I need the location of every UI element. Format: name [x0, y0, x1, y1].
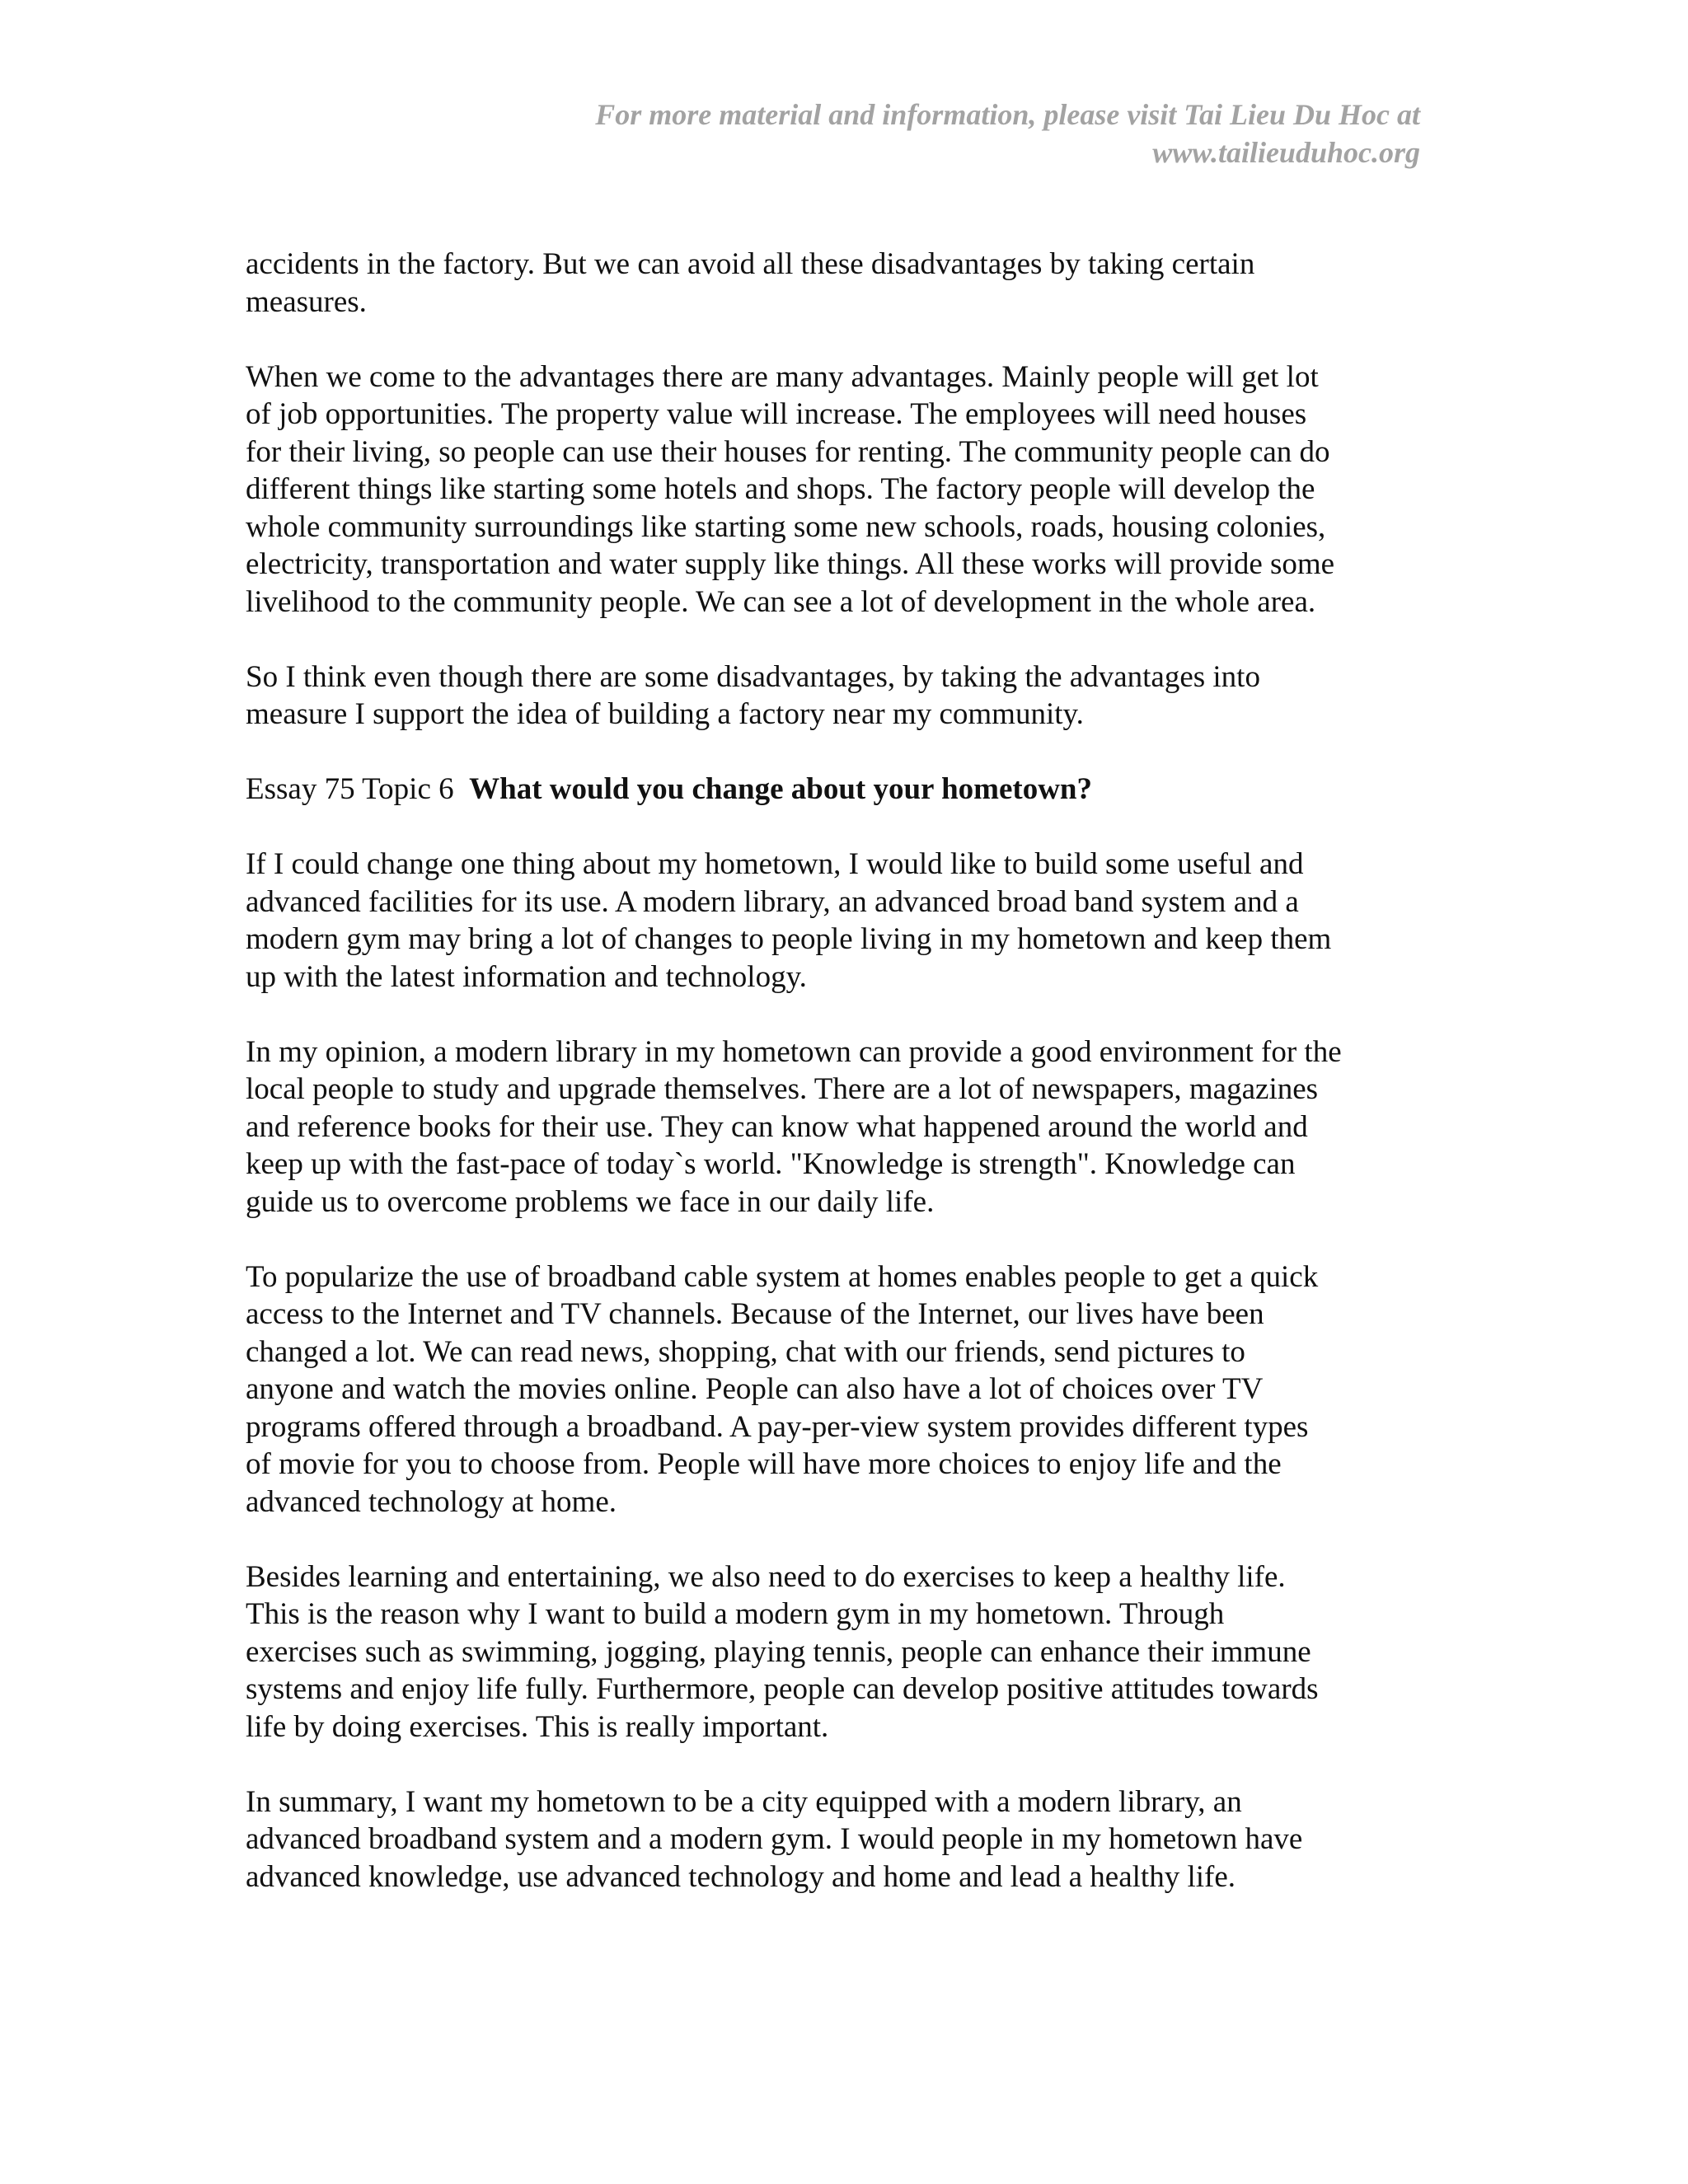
paragraph-line: measures. [246, 284, 367, 319]
header-website: www.tailieuduhoc.org [1152, 136, 1420, 169]
paragraph [246, 1033, 1432, 1221]
essay-label: Essay 75 Topic 6 [246, 772, 454, 806]
paragraph-line: measure I support the idea of building a factory near my community. [246, 697, 1084, 731]
paragraph-line: When we come to the advantages there are many advantages. Mainly people will get lot [246, 359, 1319, 394]
paragraph-line: systems and enjoy life fully. Furthermore, people can develop positive attitudes towards [246, 1672, 1319, 1706]
paragraph-line: up with the latest information and technology. [246, 959, 807, 994]
paragraph-line: In my opinion, a modern library in my hometown can provide a good environment for the [246, 1034, 1342, 1069]
paragraph-line: of job opportunities. The property value will increase. The employees will need houses [246, 397, 1307, 431]
document-body [246, 246, 1432, 1933]
paragraph-line: advanced technology at home. [246, 1484, 617, 1519]
paragraph-line: electricity, transportation and water supply like things. All these works will provide some [246, 547, 1335, 581]
header-line-1: For more material and information, please visit Tai Lieu Du Hoc at [595, 98, 1420, 131]
paragraph-line: accidents in the factory. But we can avoid all these disadvantages by taking certain [246, 247, 1255, 281]
paragraph [246, 246, 1432, 321]
paragraph-line: of movie for you to choose from. People will have more choices to enjoy life and the [246, 1447, 1282, 1481]
essay-title: What would you change about your hometown? [469, 772, 1093, 806]
paragraph-line: and reference books for their use. They can know what happened around the world and [246, 1109, 1308, 1144]
paragraph [246, 1783, 1432, 1896]
paragraph-line: modern gym may bring a lot of changes to people living in my hometown and keep them [246, 922, 1332, 956]
paragraph-line: To popularize the use of broadband cable system at homes enables people to get a quick [246, 1259, 1319, 1294]
paragraph-line: If I could change one thing about my hometown, I would like to build some useful and [246, 847, 1304, 881]
paragraph-line: advanced facilities for its use. A modern library, an advanced broad band system and a [246, 884, 1299, 919]
paragraph-line: advanced knowledge, use advanced technology and home and lead a healthy life. [246, 1859, 1236, 1894]
paragraph-line: anyone and watch the movies online. People can also have a lot of choices over TV [246, 1372, 1264, 1406]
paragraph-line: for their living, so people can use their houses for renting. The community people can do [246, 434, 1330, 469]
essay-paragraphs [246, 846, 1432, 1896]
paragraph-line: different things like starting some hotels and shops. The factory people will develop the [246, 472, 1315, 506]
paragraph-line: livelihood to the community people. We can see a lot of development in the whole area. [246, 584, 1316, 619]
paragraph-line: This is the reason why I want to build a modern gym in my hometown. Through [246, 1597, 1225, 1631]
essay-previous-paragraphs [246, 246, 1432, 733]
paragraph-line: changed a lot. We can read news, shopping, chat with our friends, send pictures to [246, 1334, 1245, 1369]
paragraph-line: In summary, I want my hometown to be a city equipped with a modern library, an [246, 1784, 1242, 1819]
paragraph-line: Besides learning and entertaining, we also need to do exercises to keep a healthy life. [246, 1559, 1286, 1594]
paragraph [246, 359, 1432, 621]
paragraph [246, 658, 1432, 733]
paragraph-line: access to the Internet and TV channels. Because of the Internet, our lives have been [246, 1297, 1264, 1331]
paragraph-line: So I think even though there are some disadvantages, by taking the advantages into [246, 659, 1260, 694]
paragraph [246, 1558, 1432, 1746]
paragraph-line: advanced broadband system and a modern gym. I would people in my hometown have [246, 1822, 1303, 1856]
paragraph [246, 846, 1432, 996]
paragraph-line: whole community surroundings like starting some new schools, roads, housing colonies, [246, 509, 1326, 544]
paragraph-line: life by doing exercises. This is really important. [246, 1709, 829, 1744]
essay-heading [246, 771, 1432, 808]
paragraph-line: guide us to overcome problems we face in our daily life. [246, 1184, 935, 1219]
paragraph-line: keep up with the fast-pace of today`s world. "Knowledge is strength". Knowledge can [246, 1147, 1296, 1181]
paragraph-line: programs offered through a broadband. A pay-per-view system provides different types [246, 1409, 1309, 1444]
page-header [431, 96, 1420, 171]
paragraph-line: local people to study and upgrade themselves. There are a lot of newspapers, magazines [246, 1072, 1319, 1106]
paragraph [246, 1258, 1432, 1521]
paragraph-line: exercises such as swimming, jogging, playing tennis, people can enhance their immune [246, 1634, 1311, 1669]
